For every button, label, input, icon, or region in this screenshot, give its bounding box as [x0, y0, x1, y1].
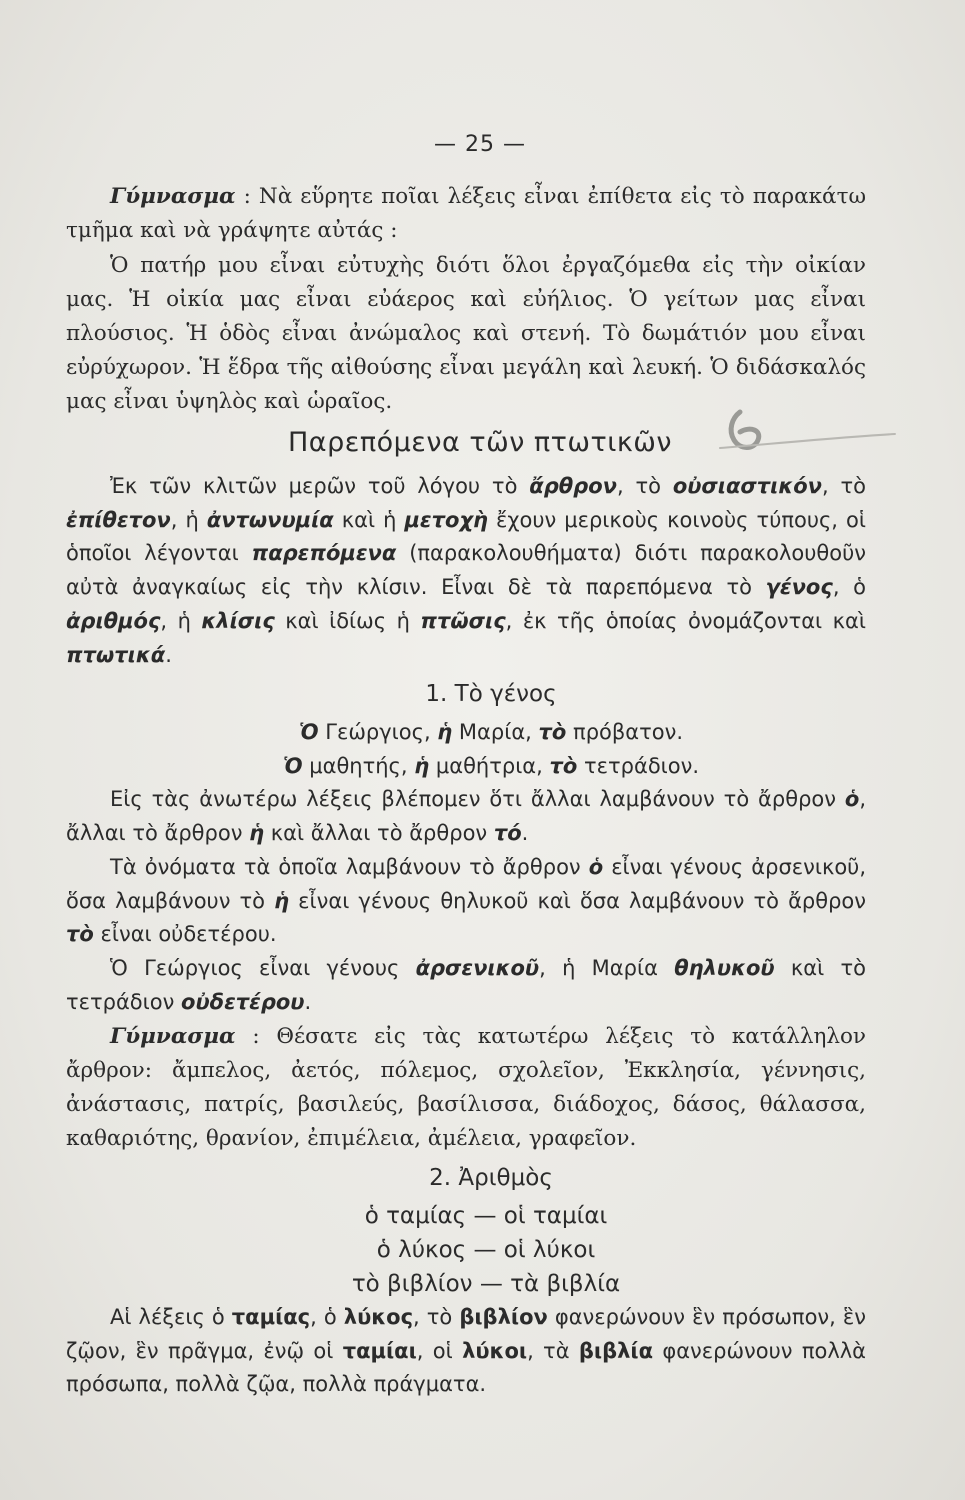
term-epitheton: ἐπίθετον — [66, 507, 171, 532]
section2-paragraph: Αἱ λέξεις ὁ ταμίας, ὁ λύκος, τὸ βιβλίον φανερώνουν ἓν πρόσωπον, ἓν ζῷον, ἓν πρᾶγμα, ἐνῷ οἱ ταμίαι, οἱ λύκοι, τὰ βιβλία φανερώνουν πολλὰ πρόσωπα, πολλὰ ζῷα, πολλὰ πράγματα. — [66, 1304, 867, 1397]
section1-title: 1. Τὸ γένος — [425, 680, 557, 707]
section1-paragraph-2: Τὰ ὀνόματα τὰ ὁποῖα λαμβάνουν τὸ ἄρθρον ὁ εἶναι γένους ἀρσενικοῦ, ὅσα λαμβάνουν τὸ ἡ εἶναι γένους θηλυκοῦ καὶ ὅσα λαμβάνουν τὸ ἄρθρον τὸ εἶναι οὐδετέρου. — [66, 854, 866, 947]
term-arithmos: ἀριθμός — [66, 609, 161, 634]
exercise1-body: Ὁ πατήρ μου εἶναι εὐτυχὴς διότι ὅλοι ἐργαζόμεθα εἰς τὴν οἰκίαν μας. Ἡ οἰκία μας εἶναι εὐάερος καὶ εὐήλιος. Ὁ γείτων μας εἶναι πλούσιος. Ἡ ὁδὸς εἶναι ἀνώμαλος καὶ στενή. Τὸ δωμάτιόν μου εἶναι εὐρύχωρον. Ἡ ἕδρα τῆς αἰθούσης εἶναι μεγάλη καὶ λευκή. Ὁ διδάσκαλός μας εἶναι ὑψηλὸς καὶ ὡραῖος. — [66, 252, 866, 415]
exercise1-label: Γύμνασμα — [110, 184, 236, 210]
exercise1-instructions — [66, 180, 866, 248]
number-row-2: ὁ λύκος — οἱ λύκοι — [376, 1236, 596, 1263]
section1-paragraph-3: Ὁ Γεώργιος εἶναι γένους ἀρσενικοῦ, ἡ Μαρία θηλυκοῦ καὶ τὸ τετράδιον οὐδετέρου. — [66, 956, 866, 1014]
number-row-3: τὸ βιβλίον — τὰ βιβλία — [351, 1270, 621, 1297]
exercise1-instr: : Νὰ εὕρητε ποῖαι λέξεις εἶναι ἐπίθετα εἰς τὸ παρακάτω τμῆμα καὶ νὰ γράψητε αὐτάς : — [66, 184, 866, 244]
section-heading: Παρεπόμενα τῶν πτωτικῶν — [288, 426, 672, 458]
term-parepomena: παρεπόμενα — [251, 541, 397, 566]
term-ousiastikon: οὐσιαστικόν — [672, 473, 822, 498]
page-number: — 25 — — [434, 132, 526, 157]
exercise2-label: Γύμνασμα — [110, 1023, 236, 1049]
term-metochi: μετοχὴ — [404, 507, 488, 532]
term-klisis: κλίσις — [201, 609, 275, 634]
term-arthron: ἄρθρον — [529, 473, 617, 498]
term-ptosis: πτῶσις — [420, 609, 506, 634]
section1-example-2: Ὁ μαθητής, ἡ μαθήτρια, τὸ τετράδιον. — [282, 754, 700, 779]
exercise2-body: : Θέσατε εἰς τὰς κατωτέρω λέξεις τὸ κατάλληλον ἄρθρον: ἄμπελος, ἀετός, πόλεμος, σχολεῖον, Ἐκκλησία, γέννησις, ἀνάστασις, πατρίς, βασιλεύς, βασίλισσα, διάδοχος, δάσος, θάλασσα, καθαριότης, θρανίον, ἐπιμέλεια, ἀμέλεια, γραφεῖον. — [66, 1023, 866, 1152]
intro-paragraph: Ἐκ τῶν κλιτῶν μερῶν τοῦ λόγου τὸ ἄρθρον, τὸ οὐσιαστικόν, τὸ ἐπίθετον, ἡ ἀντωνυμία καὶ ἡ μετοχὴ ἔχουν μερικοὺς κοινοὺς τύπους, οἱ ὁποῖοι λέγονται παρεπόμενα (παρακολουθήματα) διότι παρακολουθοῦν αὐτὰ ἀναγκαίως εἰς τὴν κλίσιν. Εἶναι δὲ τὰ παρεπόμενα τὸ γένος, ὁ ἀριθμός, ἡ κλίσις καὶ ἰδίως ἡ πτῶσις, ἐκ τῆς ὁποίας ὀνομάζονται καὶ πτωτικά. — [66, 473, 867, 667]
exercise2 — [66, 1020, 866, 1157]
term-ptotika: πτωτικά — [66, 642, 166, 667]
number-row-1: ὁ ταμίας — οἱ ταμίαι — [364, 1202, 608, 1229]
section1-example-1: Ὁ Γεώργιος, ἡ Μαρία, τὸ πρόβατον. — [298, 719, 684, 744]
term-antonymia: ἀντωνυμία — [206, 507, 334, 532]
section2-title: 2. Ἀριθμὸς — [429, 1164, 553, 1191]
page-text — [66, 128, 866, 1402]
section1-paragraph-1: Εἰς τὰς ἀνωτέρω λέξεις βλέπομεν ὅτι ἄλλαι λαμβάνουν τὸ ἄρθρον ὁ, ἄλλαι τὸ ἄρθρον ἡ καὶ ἄλλαι τὸ ἄρθρον τό. — [66, 787, 866, 846]
term-genos: γένος — [765, 575, 833, 600]
